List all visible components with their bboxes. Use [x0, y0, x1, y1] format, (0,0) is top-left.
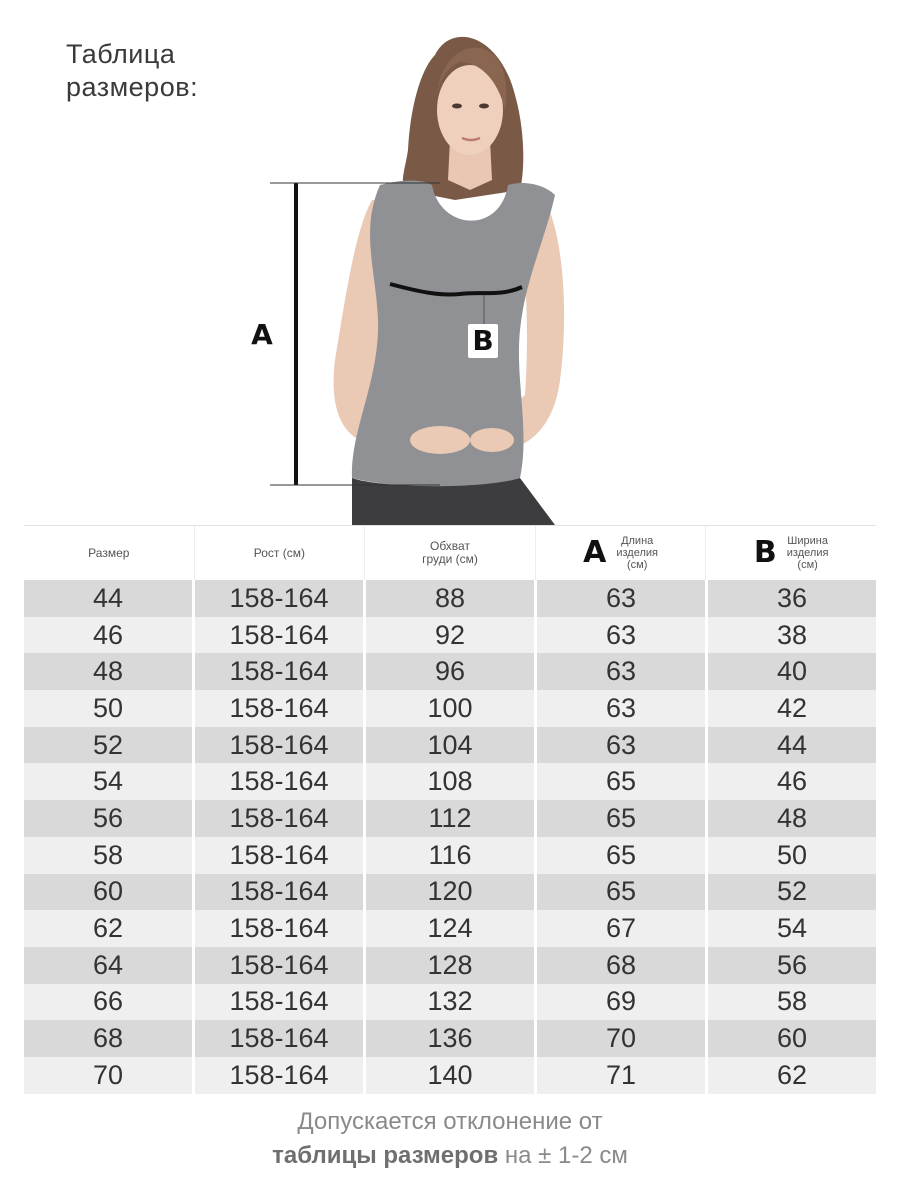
note-bold: таблицы размеров: [272, 1142, 499, 1169]
measure-b-label: B: [468, 324, 498, 358]
cell-size: 46: [24, 617, 195, 654]
cell-chest: 128: [366, 947, 537, 984]
cell-length: 63: [537, 617, 708, 654]
header-length-line-1: Длина: [621, 535, 654, 547]
cell-height: 158-164: [195, 580, 366, 617]
header-width-line-1: Ширина: [787, 535, 828, 547]
header-length: [536, 526, 707, 580]
cell-width: 40: [708, 653, 876, 690]
cell-size: 58: [24, 837, 195, 874]
note-line-2: [0, 1139, 900, 1173]
cell-size: 66: [24, 984, 195, 1021]
cell-height: 158-164: [195, 690, 366, 727]
header-chest: [365, 526, 536, 580]
cell-width: 60: [708, 1020, 876, 1057]
cell-size: 62: [24, 910, 195, 947]
table-row: [24, 763, 876, 800]
header-width-letter: B: [753, 535, 777, 570]
cell-chest: 112: [366, 800, 537, 837]
cell-size: 44: [24, 580, 195, 617]
cell-width: 58: [708, 984, 876, 1021]
cell-chest: 124: [366, 910, 537, 947]
cell-length: 71: [537, 1057, 708, 1094]
cell-size: 68: [24, 1020, 195, 1057]
cell-width: 46: [708, 763, 876, 800]
cell-width: 56: [708, 947, 876, 984]
cell-width: 50: [708, 837, 876, 874]
header-length-line-3: (см): [626, 559, 648, 571]
title-line-2: размеров:: [66, 72, 199, 102]
cell-chest: 92: [366, 617, 537, 654]
cell-size: 50: [24, 690, 195, 727]
cell-chest: 136: [366, 1020, 537, 1057]
cell-chest: 88: [366, 580, 537, 617]
title-line-1: Таблица: [66, 39, 176, 69]
header-length-line-2: изделия: [616, 547, 658, 559]
cell-size: 56: [24, 800, 195, 837]
header-chest-line-2: груди (см): [422, 552, 478, 566]
cell-length: 65: [537, 837, 708, 874]
header-chest-line-1: Обхват: [430, 539, 470, 553]
cell-chest: 104: [366, 727, 537, 764]
table-row: [24, 1057, 876, 1094]
table-row: [24, 617, 876, 654]
model-figure: [0, 0, 900, 525]
cell-chest: 100: [366, 690, 537, 727]
cell-size: 48: [24, 653, 195, 690]
header-length-letter: A: [583, 535, 607, 570]
cell-chest: 108: [366, 763, 537, 800]
table-row: [24, 690, 876, 727]
cell-width: 42: [708, 690, 876, 727]
table-row: [24, 984, 876, 1021]
cell-width: 36: [708, 580, 876, 617]
cell-width: 54: [708, 910, 876, 947]
cell-length: 63: [537, 727, 708, 764]
cell-chest: 132: [366, 984, 537, 1021]
cell-size: 54: [24, 763, 195, 800]
table-row: [24, 653, 876, 690]
header-height: [195, 526, 366, 580]
cell-height: 158-164: [195, 800, 366, 837]
header-width: [706, 526, 876, 580]
cell-length: 63: [537, 690, 708, 727]
cell-length: 68: [537, 947, 708, 984]
table-row: [24, 580, 876, 617]
cell-chest: 96: [366, 653, 537, 690]
header-height-label: Рост (см): [253, 545, 305, 560]
table-row: [24, 727, 876, 764]
cell-size: 52: [24, 727, 195, 764]
model-illustration: [0, 0, 900, 525]
cell-height: 158-164: [195, 984, 366, 1021]
header-width-line-2: изделия: [786, 547, 829, 559]
cell-chest: 116: [366, 837, 537, 874]
measure-a-label: A: [247, 318, 277, 352]
table-body: [24, 580, 876, 1094]
cell-length: 69: [537, 984, 708, 1021]
cell-chest: 120: [366, 874, 537, 911]
header-size: [24, 526, 195, 580]
cell-height: 158-164: [195, 874, 366, 911]
table-header: [24, 525, 876, 580]
cell-height: 158-164: [195, 837, 366, 874]
table-row: [24, 837, 876, 874]
cell-height: 158-164: [195, 1057, 366, 1094]
note-rest: на ± 1-2 см: [498, 1142, 628, 1169]
cell-height: 158-164: [195, 947, 366, 984]
table-row: [24, 910, 876, 947]
cell-width: 62: [708, 1057, 876, 1094]
deviation-note: [0, 1105, 900, 1173]
size-table: [24, 525, 876, 1094]
cell-width: 44: [708, 727, 876, 764]
table-row: [24, 947, 876, 984]
cell-height: 158-164: [195, 617, 366, 654]
cell-height: 158-164: [195, 653, 366, 690]
cell-length: 65: [537, 763, 708, 800]
cell-length: 65: [537, 800, 708, 837]
cell-height: 158-164: [195, 727, 366, 764]
cell-length: 67: [537, 910, 708, 947]
cell-chest: 140: [366, 1057, 537, 1094]
header-width-line-3: (см): [797, 559, 818, 571]
cell-length: 70: [537, 1020, 708, 1057]
cell-height: 158-164: [195, 910, 366, 947]
cell-height: 158-164: [195, 763, 366, 800]
cell-size: 64: [24, 947, 195, 984]
cell-width: 52: [708, 874, 876, 911]
cell-size: 70: [24, 1057, 195, 1094]
table-row: [24, 874, 876, 911]
table-row: [24, 800, 876, 837]
cell-length: 65: [537, 874, 708, 911]
note-line-1: Допускается отклонение от: [297, 1108, 603, 1135]
cell-height: 158-164: [195, 1020, 366, 1057]
header-size-label: Размер: [88, 545, 130, 560]
table-row: [24, 1020, 876, 1057]
cell-width: 48: [708, 800, 876, 837]
cell-width: 38: [708, 617, 876, 654]
cell-length: 63: [537, 580, 708, 617]
cell-size: 60: [24, 874, 195, 911]
cell-length: 63: [537, 653, 708, 690]
